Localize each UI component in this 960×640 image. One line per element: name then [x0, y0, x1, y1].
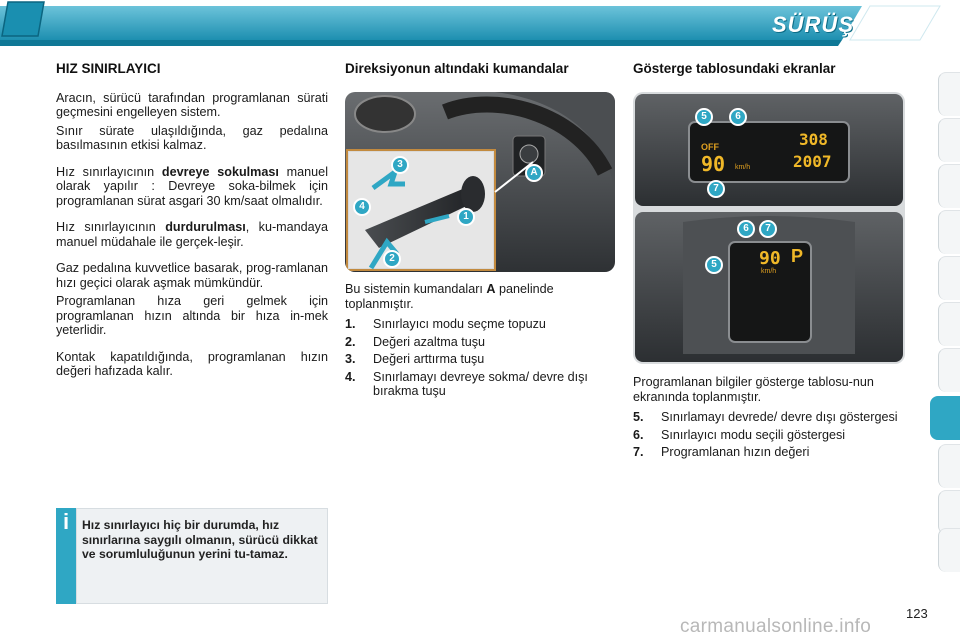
paragraph: Gaz pedalına kuvvetlice basarak, prog-ramlanan hızı geçici olarak aşmak mümkündür.	[56, 261, 328, 290]
info-text: Hız sınırlayıcı hiç bir durumda, hız sınırlarına saygılı olmanın, sürücü dikkat ve sorumluluğunun yerini tu-tamaz.	[82, 518, 318, 561]
list-item: 2. Değeri azaltma tuşu	[345, 334, 485, 349]
display-odometer: 308	[799, 130, 828, 149]
callout-marker: 6	[729, 108, 747, 126]
callout-marker: 4	[353, 198, 371, 216]
chapter-tab[interactable]	[938, 256, 960, 300]
callout-marker: 3	[391, 156, 409, 174]
display-trip: 2007	[793, 152, 832, 171]
caption-intro: Programlanan bilgiler gösterge tablosu-nun ekranında toplanmıştır.	[633, 375, 874, 404]
paragraph: Kontak kapatıldığında, programlanan hızın değeri hafızada kalır.	[56, 349, 328, 378]
section-title: Gösterge tablosundaki ekranlar	[633, 61, 836, 76]
callout-marker: 7	[707, 180, 725, 198]
chapter-tabs	[928, 72, 960, 572]
chapter-tab[interactable]	[938, 444, 960, 488]
list-item: 4. Sınırlamayı devreye sokma/ devre dışı bırakma tuşu	[345, 369, 588, 398]
speed-limiter-section	[56, 62, 328, 383]
paragraph: Sınır sürate ulaşıldığında, gaz pedalına basılmasının etkisi kalmaz.	[56, 123, 328, 152]
caption-intro: Bu sistemin kumandaları A panelinde toplanmıştır.	[345, 282, 554, 311]
chapter-title: SÜRÜŞ	[771, 12, 854, 37]
section-title: Direksiyonun altındaki kumandalar	[345, 61, 569, 76]
chapter-tab[interactable]	[938, 164, 960, 208]
info-icon: i	[62, 509, 70, 534]
controls-list	[345, 317, 615, 399]
callout-marker-a: A	[525, 164, 543, 182]
display-off-label: OFF	[701, 142, 719, 152]
list-item: 6. Sınırlayıcı modu seçili göstergesi	[633, 427, 846, 442]
display-unit: km/h	[735, 164, 751, 171]
paragraph: Aracın, sürücü tarafından programlanan sürati geçmesini engelleyen sistem.	[56, 90, 328, 119]
display-unit-bottom: km/h	[761, 268, 777, 275]
steering-controls-photo	[345, 92, 615, 272]
callout-marker: 7	[759, 220, 777, 238]
chapter-tab[interactable]	[938, 118, 960, 162]
chapter-tab[interactable]	[938, 302, 960, 346]
display-speed: 90	[701, 152, 726, 176]
chapter-badge-icon	[0, 0, 46, 38]
list-item: 5. Sınırlamayı devrede/ devre dışı göstergesi	[633, 410, 898, 424]
chapter-number: 9	[902, 12, 920, 45]
callout-marker: 5	[705, 256, 723, 274]
instrument-display-caption	[633, 375, 905, 463]
chapter-header	[0, 0, 960, 48]
list-item: 3. Değeri arttırma tuşu	[345, 352, 485, 366]
paragraph: Programlanan hıza geri gelmek için programlanan hızın altında bir hıza in-mek yeterlidir.	[56, 294, 328, 337]
steering-controls-section	[345, 62, 615, 91]
paragraph: Hız sınırlayıcının durdurulması, ku-mandaya manuel müdahale ile gerçek-leşir.	[56, 220, 328, 249]
list-item: 1. Sınırlayıcı modu seçme topuzu	[345, 317, 546, 331]
display-speed-bottom: 90	[759, 248, 781, 269]
chapter-tab-active[interactable]	[930, 396, 960, 440]
paragraph: Hız sınırlayıcının devreye sokulması manuel olarak yapılır : Devreye soka-bilmek için programlanan sürat asgari 30 km/saat olmalıdır.	[56, 164, 328, 208]
display-p-indicator: P	[791, 246, 804, 266]
section-title: HIZ SINIRLAYICI	[56, 61, 161, 76]
chapter-tab[interactable]	[938, 72, 960, 116]
instrument-display-section	[633, 62, 905, 91]
page-number: 123	[906, 606, 928, 621]
instrument-display-photo	[633, 92, 905, 364]
chapter-tab[interactable]	[938, 528, 960, 572]
callout-marker: 6	[737, 220, 755, 238]
callout-marker: 2	[383, 250, 401, 268]
display-list	[633, 410, 905, 460]
list-item: 7. Programlanan hızın değeri	[633, 445, 810, 459]
chapter-tab[interactable]	[938, 210, 960, 254]
callout-marker: 5	[695, 108, 713, 126]
chapter-tab[interactable]	[938, 348, 960, 392]
watermark: carmanualsonline.info	[680, 616, 872, 637]
info-box	[56, 500, 328, 604]
callout-marker: 1	[457, 208, 475, 226]
steering-controls-caption	[345, 282, 615, 402]
